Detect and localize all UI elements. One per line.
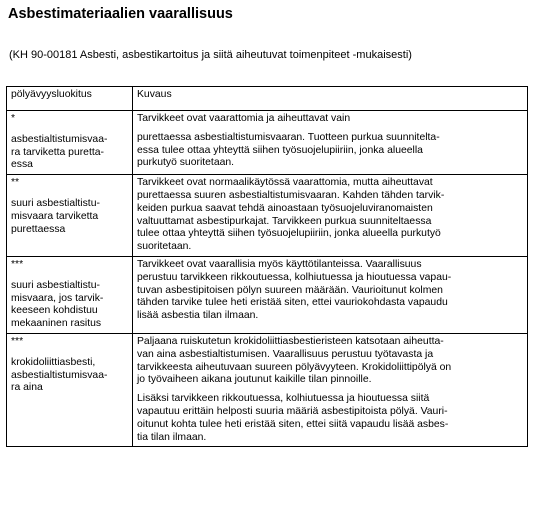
table-row <box>7 175 528 257</box>
classification-line: suuri asbestialtistu- <box>11 279 100 291</box>
table-row <box>7 333 528 446</box>
table-header-row <box>7 87 528 111</box>
classification-cell <box>7 256 133 333</box>
description-line: lisää asbestia tilan ilmaan. <box>137 310 259 322</box>
column-header-classification: pölyävyysluokitus <box>7 87 133 111</box>
description-line: Tarvikkeet ovat vaarattomia ja aiheuttavat vain <box>137 113 351 124</box>
description-line: oitunut kohta tulee heti eristää siten, ettei siitä vapaudu lisää asbes- <box>137 418 449 430</box>
classification-line: keeseen kohdistuu <box>11 305 98 317</box>
classification-line: mekaaninen rasitus <box>11 318 102 330</box>
description-cell <box>133 111 528 175</box>
classification-line: purettaessa <box>11 223 66 235</box>
description-line: purettaessa suuren asbestialtistumisvaaran. Kahden tähden tarvik- <box>137 189 445 201</box>
description-line: suoritetaan. <box>137 241 192 253</box>
document-title: Asbestimateriaalien vaarallisuus <box>8 6 233 22</box>
description-paragraph <box>137 259 523 323</box>
description-paragraph <box>137 336 523 387</box>
description-line: vapautuu erittäin helposti suuria määriä asbestipitoista pölyä. Vauri- <box>137 405 448 417</box>
description-line: purkutyö suoritetaan. <box>137 157 235 169</box>
document-subtitle: (KH 90-00181 Asbesti, asbestikartoitus ja siitä aiheutuvat toimenpiteet -mukaisesti) <box>9 49 412 61</box>
description-line: Tarvikkeet ovat normaalikäytössä vaarattomia, mutta aiheuttavat <box>137 177 433 189</box>
classification-line: suuri asbestialtistu- <box>11 197 100 209</box>
star-rating: *** <box>11 258 24 270</box>
classification-line: misvaara, jos tarvik- <box>11 292 104 304</box>
description-line: van aina asbestialtistumisen. Vaarallisuus perustuu työtavasta ja <box>137 348 434 360</box>
classification-line: ra aina <box>11 382 43 394</box>
star-rating: ** <box>11 177 20 189</box>
description-line: jo työvaiheen aikana joutunut kaikille tilan pinnoille. <box>137 374 372 386</box>
classification-line: krokidoliittiasbesti, <box>11 356 96 368</box>
description-cell <box>133 333 528 446</box>
description-line: Lisäksi tarvikkeen rikkoutuessa, kolhiutuessa ja hioutuessa siitä <box>137 393 430 405</box>
table-row <box>7 256 528 333</box>
star-rating: * <box>11 113 16 124</box>
star-rating: *** <box>11 335 24 347</box>
description-cell <box>133 175 528 257</box>
description-line: essa tulee ottaa yhteyttä siihen työsuojelupiiriin, jonka alueella <box>137 144 423 156</box>
table-row <box>7 111 528 175</box>
description-line: tähden tarvike tulee heti eristää siten, ettei vauriokohdasta vapaudu <box>137 297 448 309</box>
description-line: tia tilan ilmaan. <box>137 431 207 443</box>
description-line: Tarvikkeet ovat vaarallisia myös käyttötilanteissa. Vaarallisuus <box>137 258 422 270</box>
description-line: purettaessa asbestialtistumisvaaran. Tuotteen purkua suunnitelta- <box>137 131 440 143</box>
description-line: Paljaana ruiskutetun krokidoliittiasbestieristeen katsotaan aiheutta- <box>137 335 444 347</box>
classification-cell <box>7 333 133 446</box>
classification-cell <box>7 111 133 175</box>
description-paragraph <box>137 132 523 170</box>
description-line: perustuu tarvikkeen rikkoutuessa, kolhiutuessa ja hioutuessa vapau- <box>137 271 452 283</box>
classification-cell <box>7 175 133 257</box>
classification-line: essa <box>11 159 33 171</box>
description-line: tuvan asbestipitoisen pölyn suureen määrään. Vaurioitunut kolmen <box>137 284 443 296</box>
column-header-description: Kuvaus <box>133 87 528 111</box>
classification-line: asbestialtistumisvaa- <box>11 369 108 381</box>
description-line: valtuuttamat asbestipurkajat. Tarvikkeen purkua suunniteltaessa <box>137 215 432 227</box>
description-line: tarvikkeesta aiheutuvaan suureen pölyävyyteen. Krokidoliittipölyä on <box>137 361 452 373</box>
description-line: tulee ottaa yhteyttä siihen työsuojelupiiriin, jonka alueella purkutyö <box>137 228 441 240</box>
description-paragraph <box>137 113 523 126</box>
description-cell <box>133 256 528 333</box>
hazard-table <box>6 86 528 447</box>
classification-line: misvaara tarviketta <box>11 210 99 222</box>
classification-line: asbestialtistumisvaa- <box>11 133 108 145</box>
description-paragraph <box>137 177 523 254</box>
description-paragraph <box>137 393 523 444</box>
description-line: keiden purkua saavat tehdä ainoastaan työsuojeluviranomaisten <box>137 202 433 214</box>
classification-line: ra tarviketta puretta- <box>11 146 104 158</box>
